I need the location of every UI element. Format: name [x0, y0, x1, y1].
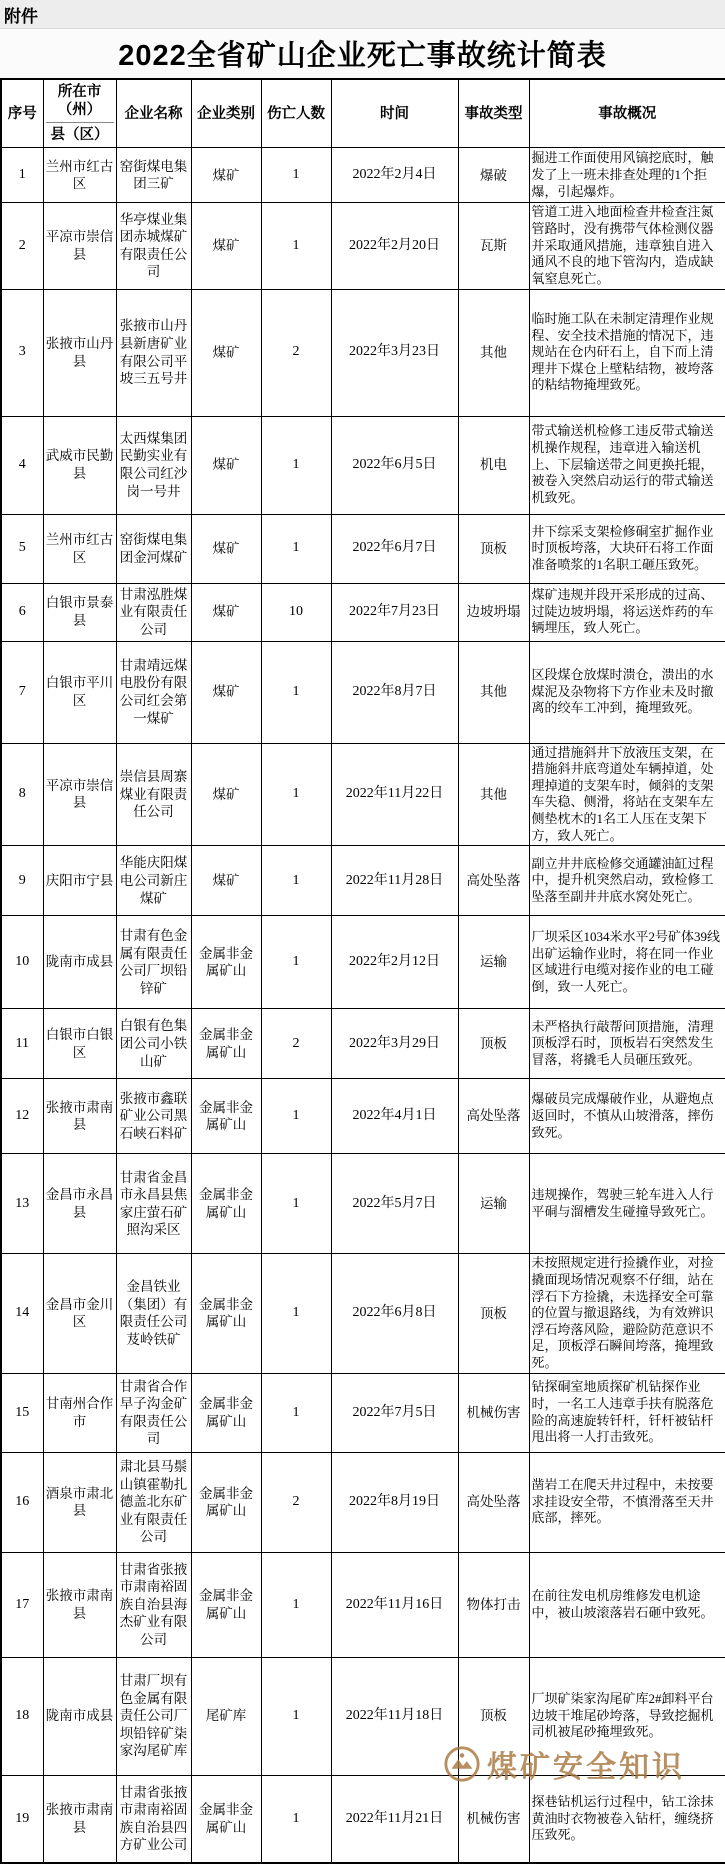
cell-date: 2022年11月28日: [331, 846, 458, 916]
cell-summary: 区段煤仓放煤时溃仓，溃出的水煤泥及杂物将下方作业未及时撤离的绞车工冲到，掩埋致死。: [529, 641, 725, 743]
cell-location: 白银市白银区: [43, 1009, 116, 1079]
cell-casualties: 2: [261, 1452, 331, 1552]
cell-index: 9: [1, 846, 43, 916]
cell-location: 甘南州合作市: [43, 1373, 116, 1452]
cell-accident-type: 高处坠落: [458, 1452, 529, 1552]
cell-location: 张掖市肃南县: [43, 1775, 116, 1863]
cell-location: 武威市民勤县: [43, 416, 116, 514]
cell-summary: 掘进工作面使用风镐挖底时，触发了上一班未排查处理的1个拒爆，引起爆炸。: [529, 148, 725, 203]
cell-casualties: 1: [261, 1254, 331, 1373]
cell-company: 甘肃省张掖市肃南裕固族自治县四方矿业公司: [116, 1775, 191, 1863]
cell-company: 甘肃靖远煤电股份有限公司红会第一煤矿: [116, 641, 191, 743]
cell-company: 甘肃厂坝有色金属有限责任公司厂坝铅锌矿柒家沟尾矿库: [116, 1657, 191, 1775]
table-row: [1, 289, 725, 416]
cell-date: 2022年5月7日: [331, 1154, 458, 1254]
cell-accident-type: 爆破: [458, 148, 529, 203]
table-row: [1, 1552, 725, 1657]
cell-index: 4: [1, 416, 43, 514]
cell-category: 金属非金属矿山: [191, 1552, 261, 1657]
cell-company: 张掖市山丹县新唐矿业有限公司平坡三五号井: [116, 289, 191, 416]
cell-date: 2022年6月8日: [331, 1254, 458, 1373]
cell-casualties: 1: [261, 1079, 331, 1154]
col-header-company: 企业名称: [116, 79, 191, 148]
cell-casualties: 1: [261, 1373, 331, 1452]
cell-location: 平凉市崇信县: [43, 203, 116, 289]
cell-casualties: 1: [261, 1552, 331, 1657]
cell-index: 18: [1, 1657, 43, 1775]
cell-index: 7: [1, 641, 43, 743]
page-title: 2022全省矿山企业死亡事故统计简表: [118, 40, 607, 72]
table-row: [1, 1373, 725, 1452]
cell-casualties: 2: [261, 289, 331, 416]
cell-date: 2022年11月22日: [331, 743, 458, 846]
cell-category: 金属非金属矿山: [191, 916, 261, 1009]
cell-location: 张掖市肃南县: [43, 1079, 116, 1154]
cell-date: 2022年7月5日: [331, 1373, 458, 1452]
cell-index: 13: [1, 1154, 43, 1254]
cell-company: 甘肃有色金属有限责任公司厂坝铅锌矿: [116, 916, 191, 1009]
cell-index: 3: [1, 289, 43, 416]
cell-casualties: 1: [261, 1154, 331, 1254]
table-row: [1, 1452, 725, 1552]
cell-category: 金属非金属矿山: [191, 1009, 261, 1079]
table-row: [1, 583, 725, 641]
cell-company: 金昌铁业（集团）有限责任公司芨岭铁矿: [116, 1254, 191, 1373]
table-row: [1, 743, 725, 846]
cell-category: 煤矿: [191, 743, 261, 846]
watermark-text: 煤矿安全知识: [487, 1751, 685, 1784]
table-row: [1, 1079, 725, 1154]
cell-accident-type: 其他: [458, 289, 529, 416]
cell-accident-type: 其他: [458, 743, 529, 846]
title-band: [0, 29, 725, 78]
cell-accident-type: 顶板: [458, 514, 529, 583]
cell-date: 2022年3月29日: [331, 1009, 458, 1079]
cell-category: 煤矿: [191, 148, 261, 203]
cell-accident-type: 机械伤害: [458, 1373, 529, 1452]
cell-index: 5: [1, 514, 43, 583]
cell-summary: 煤矿违规并段开采形成的过高、过陡边坡坍塌，将运送炸药的车辆埋压，致人死亡。: [529, 583, 725, 641]
col-header-time: 时间: [331, 79, 458, 148]
cell-summary: 爆破员完成爆破作业，从避炮点返回时，不慎从山坡滑落，摔伤致死。: [529, 1079, 725, 1154]
cell-accident-type: 边坡坍塌: [458, 583, 529, 641]
cell-casualties: 1: [261, 1775, 331, 1863]
cell-summary: 探巷钻机运行过程中，钻工涂抹黄油时衣物被卷入钻杆，缠绕挤压致死。: [529, 1775, 725, 1863]
cell-company: 甘肃省金昌市永昌县焦家庄萤石矿照沟采区: [116, 1154, 191, 1254]
cell-category: 金属非金属矿山: [191, 1373, 261, 1452]
cell-date: 2022年2月20日: [331, 203, 458, 289]
cell-index: 17: [1, 1552, 43, 1657]
cell-casualties: 1: [261, 743, 331, 846]
table-row: [1, 203, 725, 289]
cell-summary: 副立井井底检修交通罐油缸过程中，提升机突然启动，致检修工坠落至副井井底水窝处死亡。: [529, 846, 725, 916]
cell-casualties: 1: [261, 203, 331, 289]
col-header-summary: 事故概况: [529, 79, 725, 148]
cell-accident-type: 高处坠落: [458, 1079, 529, 1154]
cell-company: 窑街煤电集团金河煤矿: [116, 514, 191, 583]
cell-category: 金属非金属矿山: [191, 1079, 261, 1154]
cell-date: 2022年7月23日: [331, 583, 458, 641]
table-row: [1, 148, 725, 203]
cell-summary: 未严格执行敲帮问顶措施，清理顶板浮石时，顶板岩石突然发生冒落，将撬毛人员砸压致死。: [529, 1009, 725, 1079]
cell-summary: 管道工进入地面检查井检查注氮管路时，没有携带气体检测仪器并采取通风措施，违章独自进入通风不良的地下管沟内，造成缺氧窒息死亡。: [529, 203, 725, 289]
cell-accident-type: 顶板: [458, 1657, 529, 1775]
cell-location: 白银市景泰县: [43, 583, 116, 641]
cell-accident-type: 瓦斯: [458, 203, 529, 289]
table-header: [1, 79, 725, 148]
cell-summary: 临时施工队在未制定清理作业规程、安全技术措施的情况下，违规站在仓内矸石上，自下而上清理井下煤仓上壁粘结物，被垮落的粘结物掩埋致死。: [529, 289, 725, 416]
cell-location: 兰州市红古区: [43, 514, 116, 583]
cell-category: 煤矿: [191, 203, 261, 289]
cell-company: 白银有色集团公司小铁山矿: [116, 1009, 191, 1079]
table-row: [1, 846, 725, 916]
header-row: [1, 79, 725, 148]
table-row: [1, 916, 725, 1009]
cell-index: 16: [1, 1452, 43, 1552]
cell-summary: 厂坝矿柒家沟尾矿库2#卸料平台边坡干堆尾砂垮落，导致挖掘机司机被尾砂掩埋致死。: [529, 1657, 725, 1775]
cell-company: 甘肃省张掖市肃南裕固族自治县海杰矿业有限公司: [116, 1552, 191, 1657]
cell-summary: 凿岩工在爬天井过程中，未按要求挂设安全带，不慎滑落至天井底部，摔死。: [529, 1452, 725, 1552]
table-row: [1, 1154, 725, 1254]
table-body: [1, 148, 725, 1863]
col-header-location-bottom: 县（区）: [50, 127, 109, 144]
cell-company: 华能庆阳煤电公司新庄煤矿: [116, 846, 191, 916]
cell-date: 2022年4月1日: [331, 1079, 458, 1154]
cell-index: 2: [1, 203, 43, 289]
col-header-location: [43, 79, 116, 148]
cell-accident-type: 物体打击: [458, 1552, 529, 1657]
cell-index: 15: [1, 1373, 43, 1452]
cell-location: 金昌市永昌县: [43, 1154, 116, 1254]
cell-summary: 厂坝采区1034米水平2号矿体39线出矿运输作业时，将在同一作业区域进行电缆对接作业的电工碰倒，致一人死亡。: [529, 916, 725, 1009]
cell-summary: 违规操作，驾驶三轮车进入人行平硐与溜槽发生碰撞导致死亡。: [529, 1154, 725, 1254]
cell-category: 尾矿库: [191, 1657, 261, 1775]
cell-casualties: 1: [261, 1657, 331, 1775]
cell-company: 甘肃省合作早子沟金矿有限责任公司: [116, 1373, 191, 1452]
cell-date: 2022年11月18日: [331, 1657, 458, 1775]
cell-casualties: 1: [261, 148, 331, 203]
cell-category: 金属非金属矿山: [191, 1254, 261, 1373]
cell-location: 白银市平川区: [43, 641, 116, 743]
cell-location: 张掖市山丹县: [43, 289, 116, 416]
cell-date: 2022年8月19日: [331, 1452, 458, 1552]
cell-date: 2022年11月21日: [331, 1775, 458, 1863]
col-header-category: 企业类别: [191, 79, 261, 148]
cell-company: 崇信县周寨煤业有限责任公司: [116, 743, 191, 846]
cell-location: 酒泉市肃北县: [43, 1452, 116, 1552]
cell-category: 金属非金属矿山: [191, 1154, 261, 1254]
cell-index: 10: [1, 916, 43, 1009]
cell-casualties: 1: [261, 846, 331, 916]
cell-date: 2022年6月7日: [331, 514, 458, 583]
cell-date: 2022年11月16日: [331, 1552, 458, 1657]
cell-company: 甘肃泓胜煤业有限责任公司: [116, 583, 191, 641]
cell-location: 金昌市金川区: [43, 1254, 116, 1373]
cell-accident-type: 机械伤害: [458, 1775, 529, 1863]
table-row: [1, 641, 725, 743]
cell-index: 1: [1, 148, 43, 203]
cell-location: 庆阳市宁县: [43, 846, 116, 916]
cell-category: 煤矿: [191, 641, 261, 743]
cell-location: 平凉市崇信县: [43, 743, 116, 846]
cell-casualties: 10: [261, 583, 331, 641]
col-header-casualties: 伤亡人数: [261, 79, 331, 148]
cell-location: 兰州市红古区: [43, 148, 116, 203]
cell-date: 2022年2月12日: [331, 916, 458, 1009]
cell-category: 煤矿: [191, 289, 261, 416]
col-header-location-top: 所在市（州）: [46, 81, 114, 123]
attachment-strip: [0, 0, 725, 29]
cell-date: 2022年3月23日: [331, 289, 458, 416]
cell-accident-type: 运输: [458, 916, 529, 1009]
cell-accident-type: 顶板: [458, 1254, 529, 1373]
cell-summary: 井下综采支架检修硐室扩掘作业时顶板垮落，大块矸石将工作面准备喷浆的1名职工砸压致死。: [529, 514, 725, 583]
cell-index: 19: [1, 1775, 43, 1863]
cell-location: 陇南市成县: [43, 916, 116, 1009]
cell-category: 金属非金属矿山: [191, 1775, 261, 1863]
cell-index: 11: [1, 1009, 43, 1079]
cell-casualties: 2: [261, 1009, 331, 1079]
cell-date: 2022年6月5日: [331, 416, 458, 514]
cell-summary: 带式输送机检修工违反带式输送机操作规程，违章进入输送机上、下层输送带之间更换托辊，被卷入突然启动运行的带式输送机致死。: [529, 416, 725, 514]
table-row: [1, 1009, 725, 1079]
cell-casualties: 1: [261, 641, 331, 743]
cell-index: 12: [1, 1079, 43, 1154]
table-row: [1, 416, 725, 514]
attachment-label: 附件: [4, 6, 38, 26]
cell-summary: 在前往发电机房维修发电机途中，被山坡滚落岩石砸中致死。: [529, 1552, 725, 1657]
table-row: [1, 1775, 725, 1863]
col-header-index: 序号: [1, 79, 43, 148]
cell-company: 张掖市鑫联矿业公司黑石峡石料矿: [116, 1079, 191, 1154]
cell-casualties: 1: [261, 514, 331, 583]
cell-company: 肃北县马鬃山镇霍勒扎德盖北东矿业有限责任公司: [116, 1452, 191, 1552]
cell-category: 煤矿: [191, 846, 261, 916]
cell-summary: 钻探硐室地质探矿机钻探作业时，一名工人违章手扶有脱落危险的高速旋转钎杆，钎杆被钻杆甩出将一人打击致死。: [529, 1373, 725, 1452]
cell-index: 6: [1, 583, 43, 641]
cell-category: 煤矿: [191, 416, 261, 514]
cell-accident-type: 其他: [458, 641, 529, 743]
cell-category: 煤矿: [191, 514, 261, 583]
cell-summary: 未按照规定进行捡撬作业，对捡撬面现场情况观察不仔细，站在浮石下方捡撬，未选择安全可靠的位置与撤退路线，为有效辨识浮石垮落风险，避险防范意识不足，顶板浮石瞬间垮落，掩埋致死。: [529, 1254, 725, 1373]
cell-accident-type: 高处坠落: [458, 846, 529, 916]
cell-index: 8: [1, 743, 43, 846]
cell-accident-type: 运输: [458, 1154, 529, 1254]
table-row: [1, 1254, 725, 1373]
cell-index: 14: [1, 1254, 43, 1373]
accidents-table: [0, 78, 725, 1864]
table-row: [1, 514, 725, 583]
table-row: [1, 1657, 725, 1775]
cell-location: 陇南市成县: [43, 1657, 116, 1775]
cell-category: 金属非金属矿山: [191, 1452, 261, 1552]
cell-accident-type: 顶板: [458, 1009, 529, 1079]
cell-company: 窑街煤电集团三矿: [116, 148, 191, 203]
cell-company: 华亭煤业集团赤城煤矿有限责任公司: [116, 203, 191, 289]
cell-company: 太西煤集团民勤实业有限公司红沙岗一号井: [116, 416, 191, 514]
cell-accident-type: 机电: [458, 416, 529, 514]
cell-date: 2022年2月4日: [331, 148, 458, 203]
cell-location: 张掖市肃南县: [43, 1552, 116, 1657]
cell-casualties: 1: [261, 916, 331, 1009]
cell-summary: 通过措施斜井下放液压支架，在措施斜井底弯道处车辆掉道，处理掉道的支架车时，倾斜的支架车失稳、侧滑，将站在支架车左侧垫枕木的1名工人压在支架下方，致人死亡。: [529, 743, 725, 846]
cell-category: 煤矿: [191, 583, 261, 641]
cell-casualties: 1: [261, 416, 331, 514]
cell-date: 2022年8月7日: [331, 641, 458, 743]
col-header-accident-type: 事故类型: [458, 79, 529, 148]
